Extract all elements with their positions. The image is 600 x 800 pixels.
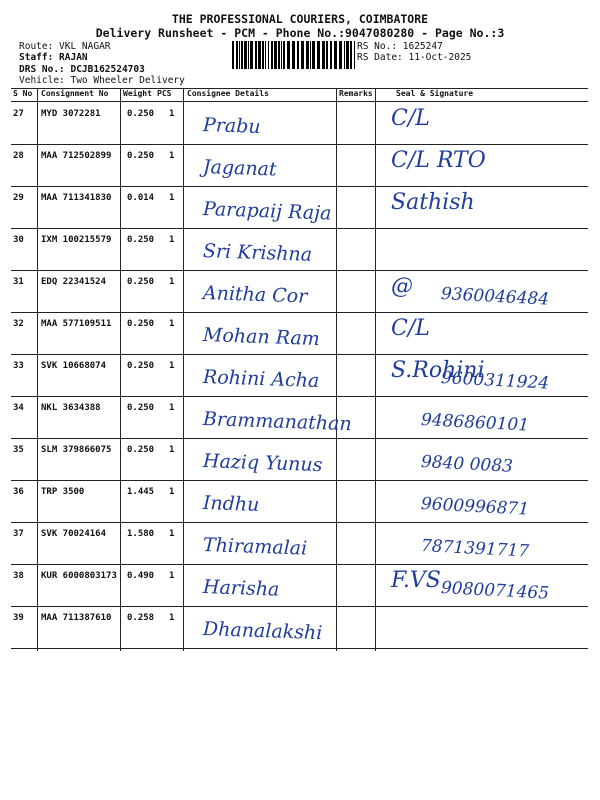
consignee-signature: Brammanathan — [202, 408, 353, 436]
consignee-signature: Anitha Cor — [202, 282, 308, 308]
consignee-signature: Jaganat — [202, 156, 277, 181]
row-sno: 35 — [13, 445, 24, 455]
drs-number: DRS No.: DCJB162524703 — [19, 64, 145, 75]
consignment-no: SVK 10668074 — [41, 361, 107, 371]
pcs: 1 — [169, 193, 175, 203]
table-row — [11, 606, 588, 649]
runsheet-table — [11, 88, 588, 651]
consignee-signature: Indhu — [202, 492, 260, 516]
phone-number: 9600996871 — [420, 494, 530, 520]
consignment-no: TRP 3500 — [41, 487, 85, 497]
table-row — [11, 522, 588, 565]
weight: 0.250 — [127, 277, 155, 287]
rs-number: RS No.: 1625247 — [357, 41, 443, 52]
table-row — [11, 102, 588, 145]
row-sno: 27 — [13, 109, 24, 119]
seal-signature: S.Rohini — [391, 358, 485, 383]
weight: 1.580 — [127, 529, 155, 539]
seal-signature: F.VS — [391, 568, 441, 593]
col-seal: Seal & Signature — [396, 89, 474, 98]
phone-number: 9486860101 — [420, 410, 530, 436]
consignment-no: NKL 3634388 — [41, 403, 101, 413]
phone-number: 7871391717 — [420, 536, 530, 562]
table-row — [11, 186, 588, 229]
consignment-no: MYD 3072281 — [41, 109, 101, 119]
pcs: 1 — [169, 571, 175, 581]
col-sno: S No — [13, 89, 33, 98]
row-sno: 33 — [13, 361, 24, 371]
row-sno: 32 — [13, 319, 24, 329]
weight: 0.250 — [127, 403, 155, 413]
seal-signature: Sathish — [391, 190, 475, 215]
col-weight: Weight — [123, 89, 152, 98]
phone-number: 9360046484 — [440, 284, 550, 310]
weight: 0.250 — [127, 235, 155, 245]
row-sno: 30 — [13, 235, 24, 245]
consignment-no: KUR 6000803173 — [41, 571, 117, 581]
pcs: 1 — [169, 151, 175, 161]
consignee-signature: Harisha — [202, 576, 280, 601]
col-remarks: Remarks — [339, 89, 373, 98]
weight: 0.258 — [127, 613, 155, 623]
seal-signature: C/L — [391, 316, 430, 341]
weight: 0.250 — [127, 361, 155, 371]
pcs: 1 — [169, 361, 175, 371]
table-row — [11, 144, 588, 187]
row-sno: 31 — [13, 277, 24, 287]
weight: 0.250 — [127, 151, 155, 161]
consignment-no: SLM 379866075 — [41, 445, 112, 455]
row-sno: 34 — [13, 403, 24, 413]
table-row — [11, 228, 588, 271]
route-label: Route: VKL NAGAR — [19, 41, 111, 52]
weight: 0.250 — [127, 319, 155, 329]
consignee-signature: Sri Krishna — [202, 240, 313, 266]
consignment-no: MAA 711387610 — [41, 613, 112, 623]
seal-signature: C/L RTO — [391, 148, 486, 173]
runsheet-title: Delivery Runsheet - PCM - Phone No.:9047080280 - Page No.:3 — [95, 26, 505, 40]
weight: 0.250 — [127, 445, 155, 455]
pcs: 1 — [169, 109, 175, 119]
consignment-no: MAA 712502899 — [41, 151, 112, 161]
seal-signature: C/L — [391, 106, 430, 131]
consignment-no: IXM 100215579 — [41, 235, 112, 245]
barcode — [232, 41, 355, 69]
weight: 1.445 — [127, 487, 155, 497]
company-title: THE PROFESSIONAL COURIERS, COIMBATORE — [171, 12, 429, 26]
row-sno: 28 — [13, 151, 24, 161]
consignee-signature: Parapaij Raja — [202, 198, 332, 225]
consignment-no: MAA 711341830 — [41, 193, 112, 203]
col-consignee: Consignee Details — [187, 89, 269, 98]
consignment-no: SVK 70024164 — [41, 529, 107, 539]
table-row — [11, 564, 588, 607]
weight: 0.014 — [127, 193, 155, 203]
table-row — [11, 480, 588, 523]
pcs: 1 — [169, 529, 175, 539]
consignment-no: MAA 577109511 — [41, 319, 112, 329]
rs-date: RS Date: 11-Oct-2025 — [357, 52, 472, 63]
pcs: 1 — [169, 403, 175, 413]
row-sno: 37 — [13, 529, 24, 539]
table-row — [11, 354, 588, 397]
vehicle-label: Vehicle: Two Wheeler Delivery — [19, 75, 185, 86]
consignee-signature: Dhanalakshi — [202, 618, 323, 645]
pcs: 1 — [169, 277, 175, 287]
table-row — [11, 438, 588, 481]
row-sno: 38 — [13, 571, 24, 581]
table-row — [11, 312, 588, 355]
seal-signature: @ — [391, 274, 413, 299]
consignee-signature: Haziq Yunus — [202, 450, 323, 477]
pcs: 1 — [169, 319, 175, 329]
consignee-signature: Rohini Acha — [202, 366, 320, 393]
consignment-no: EDQ 22341524 — [41, 277, 107, 287]
consignee-signature: Prabu — [202, 114, 261, 139]
pcs: 1 — [169, 487, 175, 497]
col-consignment: Consignment No — [41, 89, 109, 98]
weight: 0.250 — [127, 109, 155, 119]
row-sno: 39 — [13, 613, 24, 623]
table-row — [11, 270, 588, 313]
staff-label: Staff: RAJAN — [19, 52, 88, 63]
table-row — [11, 396, 588, 439]
pcs: 1 — [169, 235, 175, 245]
weight: 0.490 — [127, 571, 155, 581]
consignee-signature: Thiramalai — [202, 534, 308, 560]
consignee-signature: Mohan Ram — [202, 324, 321, 351]
row-sno: 29 — [13, 193, 24, 203]
col-pcs: PCS — [157, 89, 172, 98]
phone-number: 9080071465 — [440, 578, 550, 604]
pcs: 1 — [169, 613, 175, 623]
phone-number: 9600311924 — [440, 368, 550, 394]
row-sno: 36 — [13, 487, 24, 497]
pcs: 1 — [169, 445, 175, 455]
phone-number: 9840 0083 — [420, 452, 514, 477]
